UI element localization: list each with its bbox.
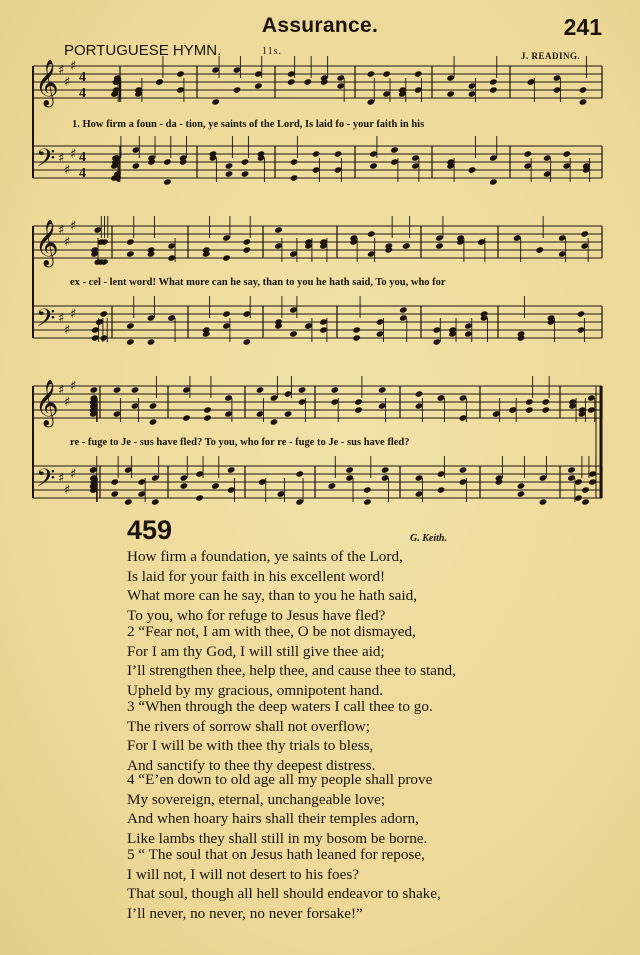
note-head (182, 414, 191, 421)
note-head (241, 170, 250, 177)
note-head (437, 486, 446, 493)
sharp-icon: ♯ (58, 471, 65, 486)
lyrics-system-2: ex - cel - lent word! What more can he say, than to you he hath said, To you, who for (70, 277, 446, 288)
stanza-2 (127, 622, 456, 700)
hymn-author: G. Keith. (410, 533, 447, 544)
note-head (90, 386, 99, 393)
note-head (274, 226, 283, 233)
stanza-line: 3 “When through the deep waters I call thee to go. (127, 698, 433, 715)
stanza-line: For I will be with thee thy trials to bless, (127, 737, 374, 755)
note-head (363, 498, 372, 505)
note-head (132, 162, 141, 169)
stanza-line: I will not, I will not desert to his foes? (127, 865, 359, 883)
treble-clef-icon: 𝄞 (35, 380, 59, 426)
tune-meter: 11s. (262, 46, 283, 57)
note-head (126, 338, 135, 345)
sharp-icon: ♯ (64, 163, 71, 178)
note-head (577, 310, 586, 317)
note-head (180, 482, 189, 489)
note-head (369, 162, 378, 169)
note-head (290, 174, 299, 181)
note-head (222, 254, 231, 261)
note-head (541, 398, 550, 405)
note-head (203, 414, 212, 421)
note-head (287, 78, 296, 85)
note-head (459, 466, 468, 473)
note-head (147, 338, 156, 345)
note-head (131, 386, 140, 393)
treble-clef-icon: 𝄞 (35, 60, 59, 106)
note-head (100, 310, 109, 317)
sharp-icon: ♯ (70, 219, 77, 234)
bass-clef-icon: 𝄢 (36, 464, 56, 499)
note-head (126, 250, 135, 257)
note-head (367, 70, 376, 77)
note-head (241, 158, 250, 165)
note-head (446, 90, 455, 97)
note-head (367, 230, 376, 237)
note-head (256, 386, 265, 393)
note-head (289, 330, 298, 337)
note-head (363, 486, 372, 493)
note-head (211, 482, 220, 489)
note-head (468, 166, 477, 173)
time-signature-top: 4 (79, 70, 86, 85)
page-title: Assurance. (261, 14, 379, 37)
bass-clef-icon: 𝄢 (36, 144, 56, 179)
note-head (535, 246, 544, 253)
note-head (243, 246, 252, 253)
note-head (581, 498, 590, 505)
note-head (126, 238, 135, 245)
note-head (541, 406, 550, 413)
note-head (124, 498, 133, 505)
stanza-line: To you, who for refuge to Jesus have fled? (127, 606, 386, 624)
stanza-line: 2 “Fear not, I am with thee, O be not dismayed, (127, 623, 416, 640)
note-head (312, 150, 321, 157)
note-head (352, 334, 361, 341)
note-head (562, 150, 571, 157)
note-head (233, 86, 242, 93)
note-head (579, 98, 588, 105)
sharp-icon: ♯ (70, 59, 77, 74)
note-head (581, 486, 590, 493)
note-head (331, 386, 340, 393)
note-head (580, 230, 589, 237)
stanza-line: Is laid for your faith in his excellent word! (127, 567, 386, 585)
sharp-icon: ♯ (58, 383, 65, 398)
treble-clef-icon: 𝄞 (35, 220, 59, 266)
sharp-icon: ♯ (70, 307, 77, 322)
note-head (113, 386, 122, 393)
note-head (151, 498, 160, 505)
note-head (126, 322, 135, 329)
note-head (354, 406, 363, 413)
note-head (270, 418, 279, 425)
note-head (399, 306, 408, 313)
stanza-5 (127, 845, 441, 923)
note-head (227, 466, 236, 473)
time-signature-top: 4 (79, 150, 86, 165)
stanza-line: How firm a foundation, ye saints of the Lord, (127, 548, 403, 565)
stanza-line: And sanctify to thee thy deepest distress. (127, 756, 376, 774)
note-head (176, 70, 185, 77)
note-head (243, 338, 252, 345)
sharp-icon: ♯ (58, 311, 65, 326)
note-head (110, 478, 119, 485)
stanza-line: That soul, though all hell should endeavor to shake, (127, 885, 441, 903)
sharp-icon: ♯ (58, 223, 65, 238)
note-head (390, 146, 399, 153)
note-head (334, 150, 343, 157)
note-head (525, 398, 534, 405)
note-head (381, 466, 390, 473)
note-head (222, 310, 231, 317)
note-head (328, 482, 337, 489)
note-head (345, 466, 354, 473)
note-head (579, 86, 588, 93)
note-head (298, 386, 307, 393)
sharp-icon: ♯ (70, 147, 77, 162)
stanza-4 (127, 770, 432, 848)
note-head (354, 398, 363, 405)
note-head (195, 494, 204, 501)
note-head (149, 402, 158, 409)
sharp-icon: ♯ (58, 151, 65, 166)
sharp-icon: ♯ (64, 75, 71, 90)
tune-composer: J. READING. (521, 51, 581, 61)
note-head (243, 238, 252, 245)
note-head (574, 494, 583, 501)
stanza-line: I’ll strengthen thee, help thee, and cause thee to stand, (127, 662, 456, 680)
note-head (525, 406, 534, 413)
note-head (303, 78, 312, 85)
stanza-line: And when hoary hairs shall their temples adorn, (127, 810, 419, 828)
note-head (163, 158, 172, 165)
stanza-line: Upheld by my gracious, omnipotent hand. (127, 681, 384, 699)
note-head (539, 498, 548, 505)
stanza-line: Like lambs they shall still in my bosom be borne. (127, 829, 428, 847)
note-head (149, 418, 158, 425)
sharp-icon: ♯ (70, 467, 77, 482)
note-head (290, 158, 299, 165)
stanza-line: My sovereign, eternal, unchangeable love; (127, 790, 386, 808)
note-head (588, 478, 597, 485)
note-head (225, 162, 234, 169)
note-head (517, 482, 526, 489)
note-head (489, 86, 498, 93)
note-head (110, 490, 119, 497)
sharp-icon: ♯ (64, 483, 71, 498)
stanza-line: For I am thy God, I will still give thee aid; (127, 642, 385, 660)
note-head (402, 242, 411, 249)
note-head (414, 70, 423, 77)
time-signature-bottom: 4 (79, 166, 86, 181)
note-head (489, 178, 498, 185)
note-head (352, 326, 361, 333)
note-head (574, 478, 583, 485)
stanza-1 (127, 547, 417, 625)
stanza-line: The rivers of sorrow shall not overflow; (127, 717, 370, 735)
note-head (567, 466, 576, 473)
note-head (378, 386, 387, 393)
sharp-icon: ♯ (70, 379, 77, 394)
note-head (523, 150, 532, 157)
note-head (517, 490, 526, 497)
stanza-line: 5 “ The soul that on Jesus hath leaned for repose, (127, 846, 425, 863)
note-head (163, 178, 172, 185)
sharp-icon: ♯ (64, 395, 71, 410)
page-number: 241 (563, 14, 602, 40)
note-head (203, 406, 212, 413)
time-signature-bottom: 4 (79, 86, 86, 101)
note-head (225, 170, 234, 177)
note-head (435, 242, 444, 249)
stanza-line: What more can he say, than to you he hath said, (127, 587, 418, 605)
sharp-icon: ♯ (64, 323, 71, 338)
note-head (489, 78, 498, 85)
hymn-number: 459 (127, 515, 173, 545)
sharp-icon: ♯ (64, 235, 71, 250)
tune-name: PORTUGUESE HYMN. (64, 42, 222, 59)
note-head (284, 410, 293, 417)
note-head (382, 70, 391, 77)
bass-clef-icon: 𝄢 (36, 304, 56, 339)
lyrics-system-1: 1. How firm a foun - da - tion, ye saints of the Lord, Is laid fo - your faith in his (72, 119, 425, 130)
note-head (211, 98, 220, 105)
sharp-icon: ♯ (58, 63, 65, 78)
stanza-line: 4 “E’en down to old age all my people shall prove (127, 771, 433, 788)
lyrics-system-3: re - fuge to Je - sus have fled? To you, who for re - fuge to Je - sus have fled? (70, 437, 410, 448)
note-head (155, 78, 164, 85)
note-head (415, 390, 424, 397)
stanza-line: I’ll never, no never, no never forsake!” (127, 904, 363, 922)
note-head (295, 470, 304, 477)
stanza-3 (127, 697, 433, 775)
note-head (254, 82, 263, 89)
